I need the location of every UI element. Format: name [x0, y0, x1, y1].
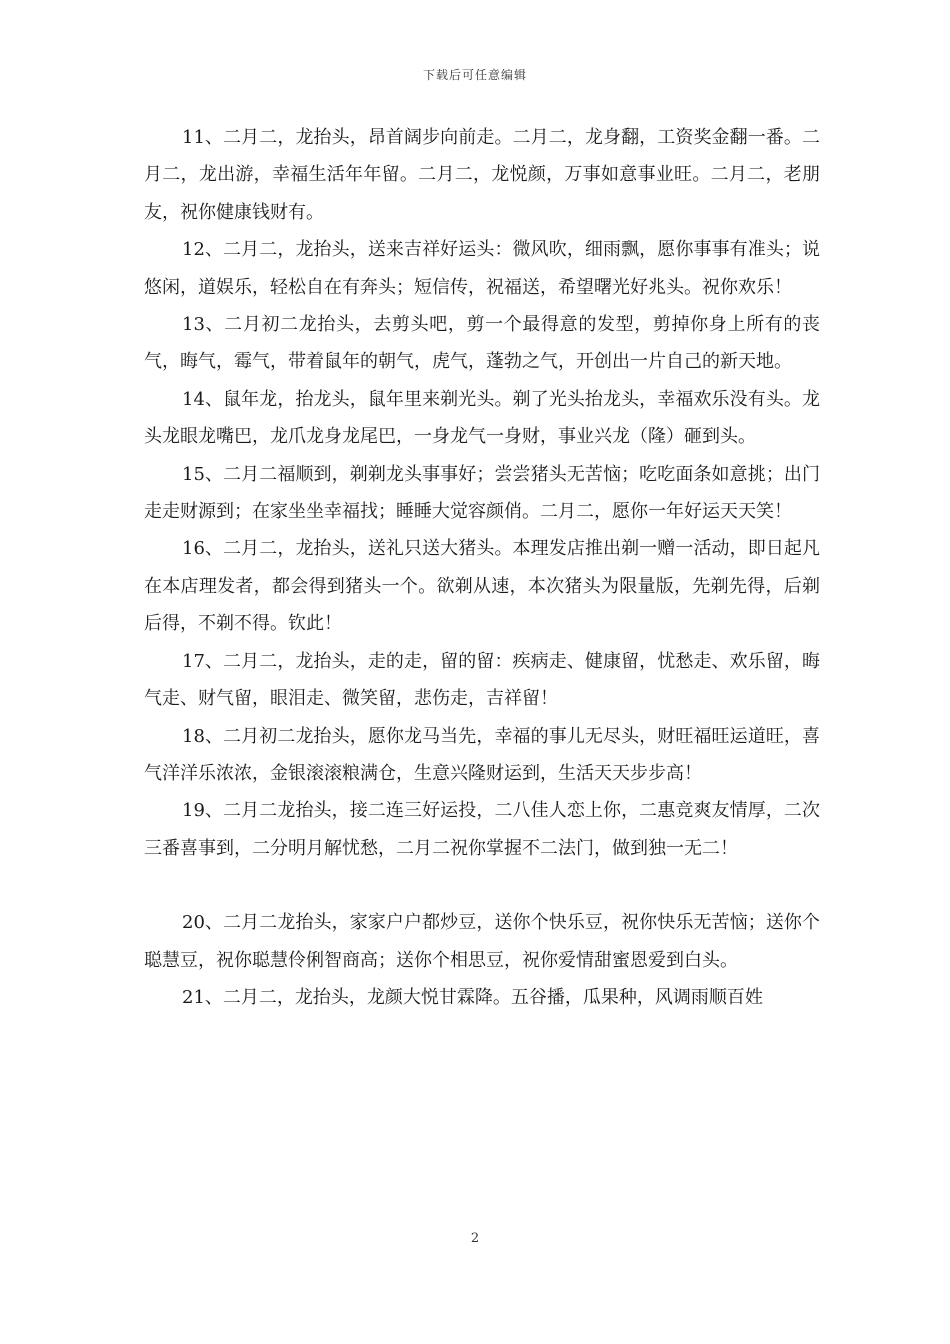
page-number: 2 [470, 1231, 480, 1246]
paragraph-17: 17、二月二，龙抬头，走的走，留的留：疾病走、健康留，忧愁走、欢乐留，晦气走、财气留，眼泪走、微笑留，悲伤走，吉祥留！ [144, 650, 820, 710]
document-body [144, 119, 820, 1016]
paragraph-spacer [144, 867, 820, 904]
paragraph-20: 20、二月二龙抬头，家家户户都炒豆，送你个快乐豆，祝你快乐无苦恼；送你个聪慧豆，祝你聪慧伶俐智商高；送你个相思豆，祝你爱情甜蜜恩爱到白头。 [144, 912, 820, 971]
paragraph-16: 16、二月二，龙抬头，送礼只送大猪头。本理发店推出剃一赠一活动，即日起凡在本店理发者，都会得到猪头一个。欲剃从速，本次猪头为限量版，先剃先得，后剃后得，不剃不得。钦此！ [144, 538, 820, 635]
paragraph-19: 19、二月二龙抬头，接二连三好运投，二八佳人恋上你，二惠竞爽友情厚，二次三番喜事到，二分明月解忧愁，二月二祝你掌握不二法门，做到独一无二！ [144, 800, 820, 859]
paragraph-21: 21、二月二，龙抬头，龙颜大悦甘霖降。五谷播，瓜果种，风调雨顺百姓 [182, 986, 763, 1008]
paragraph-13: 13、二月初二龙抬头，去剪头吧，剪一个最得意的发型，剪掉你身上所有的丧气，晦气，霉气，带着鼠年的朝气，虎气，蓬勃之气，开创出一片自己的新天地。 [144, 314, 820, 373]
paragraph-15: 15、二月二福顺到，剃剃龙头事事好；尝尝猪头无苦恼；吃吃面条如意挑；出门走走财源到；在家坐坐幸福找；睡睡大觉容颜俏。二月二，愿你一年好运天天笑！ [144, 463, 820, 523]
paragraph-14: 14、鼠年龙，抬龙头，鼠年里来剃光头。剃了光头抬龙头，幸福欢乐没有头。龙头龙眼龙嘴巴，龙爪龙身龙尾巴，一身龙气一身财，事业兴龙（隆）砸到头。 [144, 388, 820, 448]
paragraph-12: 12、二月二，龙抬头，送来吉祥好运头：微风吹，细雨飘，愿你事事有准头；说悠闲，道娱乐，轻松自在有奔头；短信传，祝福送，希望曙光好兆头。祝你欢乐！ [144, 239, 820, 298]
page-header: 下载后可任意编辑 [422, 68, 527, 82]
paragraph-11: 11、二月二，龙抬头，昂首阔步向前走。二月二，龙身翻，工资奖金翻一番。二月二，龙出游，幸福生活年年留。二月二，龙悦颜，万事如意事业旺。二月二，老朋友，祝你健康钱财有。 [144, 127, 820, 223]
paragraph-18: 18、二月初二龙抬头，愿你龙马当先，幸福的事儿无尽头，财旺福旺运道旺，喜气洋洋乐浓浓，金银滚滚粮满仓，生意兴隆财运到，生活天天步步高！ [144, 725, 820, 784]
